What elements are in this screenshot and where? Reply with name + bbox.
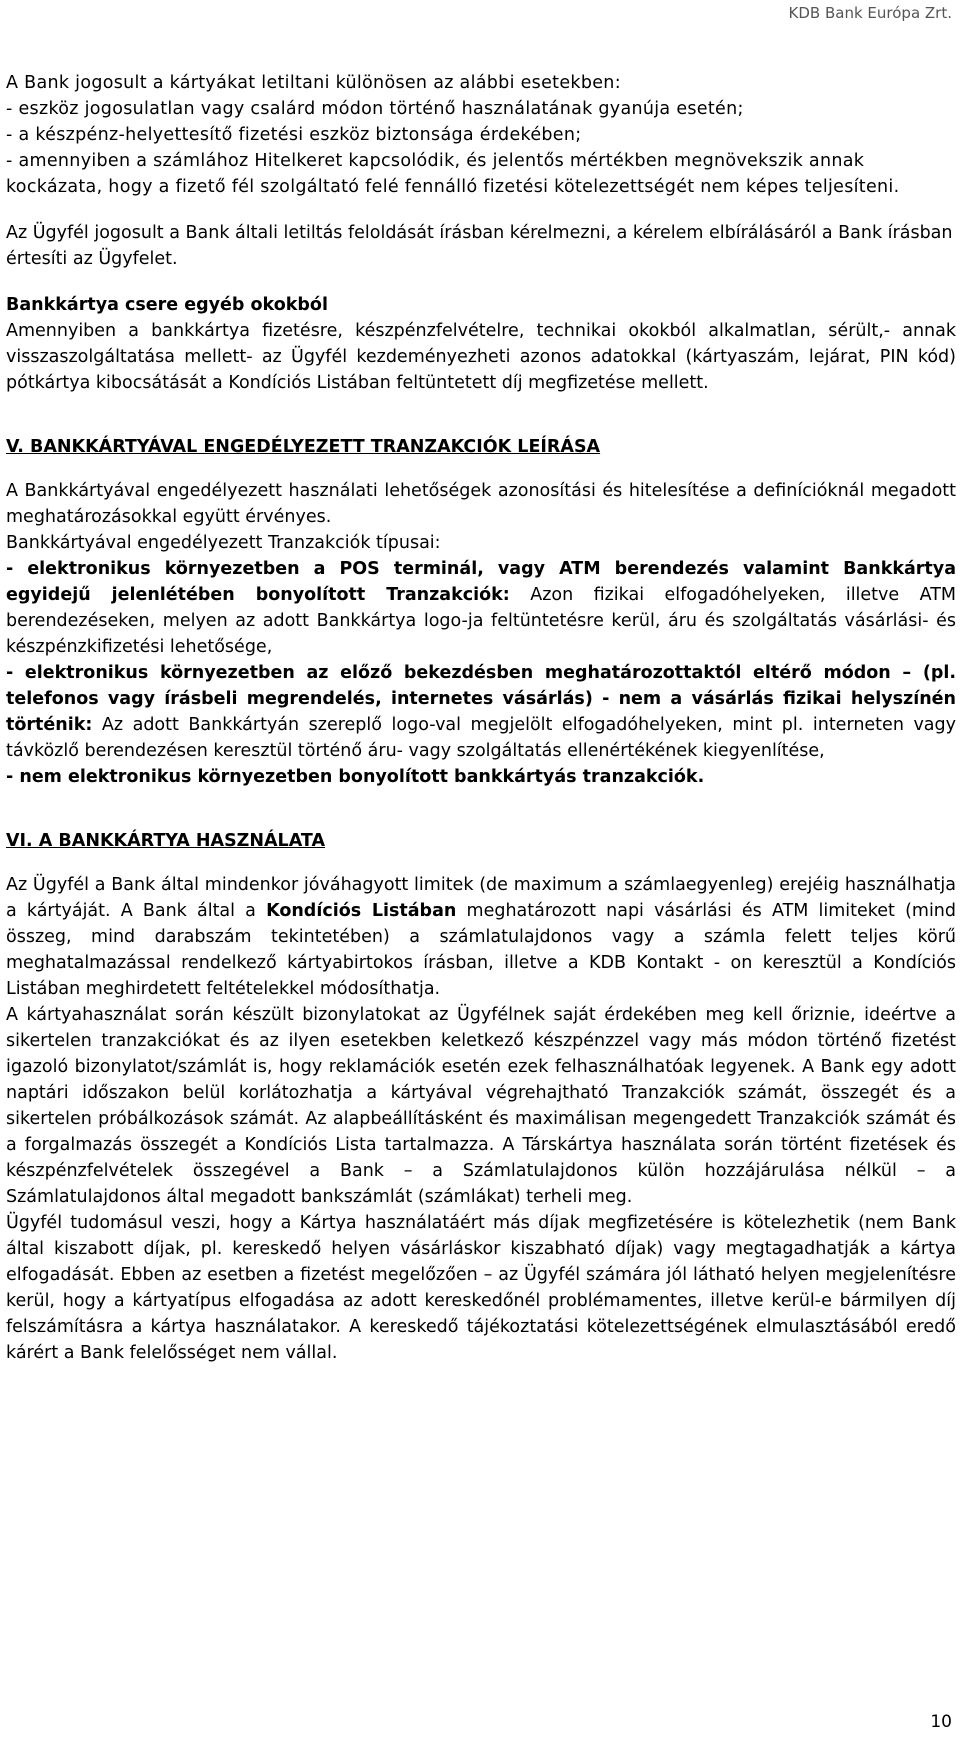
transaction-type-1: - elektronikus környezetben a POS terminál, vagy ATM berendezés valamint Bankkártya egyidejű jelenlétében bonyolított Tranzakciók: Azon fizikai elfogadóhelyeken, illetve ATM berendezéseken, melyen az adott Bankkártya logo-ja feltüntetésre kerül, áru és szolgáltatás vásárlási- és készpénzkifizetési lehetősége,: [6, 559, 956, 657]
page-number: 10: [930, 1712, 952, 1732]
section-vi-paragraph-3: Ügyfél tudomásul veszi, hogy a Kártya használatáért más díjak megfizetésére is kötelezhetik (nem Bank által kiszabott díjak, pl. kereskedő helyen vásárláskor kiszabható díjak) vagy megtagadhatják a kártya elfogadását. Ebben az esetben a fizetést megelőzően – az Ügyfél számára jól látható helyen megjelenítésre kerül, hogy a kártyatípus elfogadása az adott kereskedőnél problémamentes, illetve kerül-e bármilyen díj felszámításra a kártya használatakor. A kereskedő tájékoztatási kötelezettségének elmulasztásából eredő kárért a Bank felelősséget nem vállal.: [6, 1213, 956, 1363]
section-v-paragraph-2: Bankkártyával engedélyezett Tranzakciók típusai:: [6, 533, 441, 553]
transaction-type-2: - elektronikus környezetben az előző bekezdésben meghatározottaktól eltérő módon – (pl. telefonos vagy írásbeli megrendelés, internetes vásárlás) - nem a vásárlás fizikai helyszínén történik: Az adott Bankkártyán szereplő logo-val megjelölt elfogadóhelyeken, mint pl. interneten vagy távközlő berendezésen keresztül történő áru- vagy szolgáltatás ellenértékének kiegyenlítése,: [6, 663, 956, 761]
blocking-item-1: - eszköz jogosulatlan vagy csalárd módon történő használatának gyanúja esetén;: [6, 99, 744, 119]
section-vi-heading: VI. A BANKKÁRTYA HASZNÁLATA: [6, 831, 326, 851]
header-company: KDB Bank Európa Zrt.: [788, 4, 952, 22]
card-replacement-body: Amennyiben a bankkártya fizetésre, készpénzfelvételre, technikai okokból alkalmatlan, sérült,- annak visszaszolgáltatása mellett- az Ügyfél kezdeményezheti azonos adatokkal (kártyaszám, lejárat, PIN kód) pótkártya kibocsátását a Kondíciós Listában feltüntetett díj megfizetése mellett.: [6, 321, 956, 393]
blocking-item-2: - a készpénz-helyettesítő fizetési eszköz biztonsága érdekében;: [6, 125, 582, 145]
card-replacement-title: Bankkártya csere egyéb okokból: [6, 295, 328, 315]
section-vi-paragraph-1: Az Ügyfél a Bank által mindenkor jóváhagyott limitek (de maximum a számlaegyenleg) erejéig használhatja a kártyáját. A Bank által a Kondíciós Listában meghatározott napi vásárlási és ATM limiteket (mind összeg, mind darabszám tekintetében) a számlatulajdonos vagy a számla felett teljes körű meghatalmazással rendelkező kártyabirtokos írásban, illetve a KDB Kontakt - on keresztül a Kondíciós Listában meghirdetett feltételekkel módosíthatja.: [6, 875, 957, 999]
document-body: [6, 70, 956, 1366]
blocking-item-3: - amennyiben a számlához Hitelkeret kapcsolódik, és jelentős mértékben megnövekszik annak kockázata, hogy a fizető fél szolgáltató felé fennálló fizetési kötelezettségét nem képes teljesíteni.: [6, 151, 900, 197]
section-v-heading: V. BANKKÁRTYÁVAL ENGEDÉLYEZETT TRANZAKCIÓK LEÍRÁSA: [6, 437, 601, 457]
section-vi-paragraph-2: A kártyahasználat során készült bizonylatokat az Ügyfélnek saját érdekében meg kell őriznie, ideértve a sikertelen tranzakciókat és az ilyen esetekben keletkező készpénzzel vagy más módon történő fizetést igazoló bizonylatot/számlát is, hogy reklamációk esetén ezek felhasználhatóak legyenek. A Bank egy adott naptári időszakon belül korlátozhatja a kártyával végrehajtható Tranzakciók számát, összegét és a sikertelen próbálkozások számát. Az alapbeállításként és maximálisan megengedett Tranzakciók számát és a forgalmazás összegét a Kondíciós Lista tartalmazza. A Társkártya használata során történt fizetések és készpénzfelvételek összegével a Bank – a Számlatulajdonos külön hozzájárulása nélkül – a Számlatulajdonos által megadott bankszámlát (számlákat) terheli meg.: [6, 1005, 956, 1207]
unblock-paragraph: Az Ügyfél jogosult a Bank általi letiltás feloldását írásban kérelmezni, a kérelem elbírálásáról a Bank írásban értesíti az Ügyfelet.: [6, 223, 953, 269]
section-v-paragraph-1: A Bankkártyával engedélyezett használati lehetőségek azonosítási és hitelesítése a definícióknál megadott meghatározásokkal együtt érvényes.: [6, 481, 956, 527]
transaction-type-3: - nem elektronikus környezetben bonyolított bankkártyás tranzakciók.: [6, 767, 705, 787]
blocking-intro: A Bank jogosult a kártyákat letiltani különösen az alábbi esetekben:: [6, 73, 621, 93]
